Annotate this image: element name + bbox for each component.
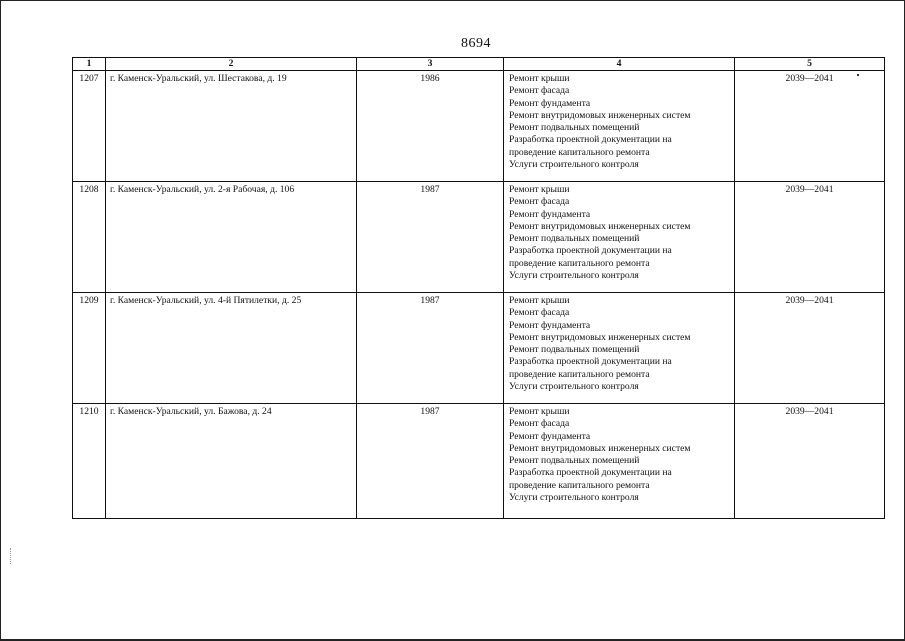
table-row (73, 293, 885, 404)
work-item: Услуги строительного контроля (509, 159, 639, 171)
row-works (504, 404, 735, 519)
row-period: 2039—2041 (735, 404, 885, 519)
register-table (72, 57, 885, 519)
work-item: Разработка проектной документации на (509, 467, 672, 479)
work-item: Ремонт подвальных помещений (509, 344, 640, 356)
work-item: Ремонт крыши (509, 73, 570, 84)
work-item: проведение капитального ремонта (509, 368, 650, 380)
row-number: 1208 (73, 182, 106, 293)
work-item: Ремонт подвальных помещений (509, 455, 640, 467)
row-works (504, 71, 735, 182)
work-item: Ремонт фасада (509, 307, 570, 319)
work-item: Услуги строительного контроля (509, 270, 639, 282)
work-item: Разработка проектной документации на (509, 356, 672, 368)
work-item: Ремонт крыши (509, 184, 570, 195)
work-item: Услуги строительного контроля (509, 381, 639, 393)
table-row (73, 404, 885, 519)
work-item: Разработка проектной документации на (509, 245, 672, 257)
work-item: Ремонт внутридомовых инженерных систем (509, 109, 691, 121)
row-period: 2039—2041 (735, 293, 885, 404)
column-header-5: 5 (735, 58, 885, 71)
work-item: Ремонт внутридомовых инженерных систем (509, 331, 691, 343)
work-item: Ремонт фундамента (509, 319, 591, 331)
work-item: Ремонт фасада (509, 196, 570, 208)
row-works (504, 293, 735, 404)
work-item: Ремонт внутридомовых инженерных систем (509, 220, 691, 232)
row-year: 1987 (357, 404, 504, 519)
row-address: г. Каменск-Уральский, ул. 2-я Рабочая, д. 106 (106, 182, 357, 293)
scan-speck (857, 74, 859, 76)
scan-margin-dots (10, 548, 12, 564)
row-address: г. Каменск-Уральский, ул. Бажова, д. 24 (106, 404, 357, 519)
row-address: г. Каменск-Уральский, ул. Шестакова, д. 19 (106, 71, 357, 182)
page-number: 8694 (461, 36, 491, 51)
work-item: Ремонт фасада (509, 85, 570, 97)
row-period: 2039—2041 (735, 71, 885, 182)
table-row (73, 182, 885, 293)
work-item: Ремонт фундамента (509, 430, 591, 442)
table-row (73, 71, 885, 182)
work-item: проведение капитального ремонта (509, 257, 650, 269)
column-header-3: 3 (357, 58, 504, 71)
work-item: Ремонт крыши (509, 406, 570, 417)
row-year: 1986 (357, 71, 504, 182)
column-header-4: 4 (504, 58, 735, 71)
row-number: 1209 (73, 293, 106, 404)
work-item: Ремонт внутридомовых инженерных систем (509, 442, 691, 454)
work-item: Ремонт фундамента (509, 208, 591, 220)
row-period: 2039—2041 (735, 182, 885, 293)
work-item: Ремонт подвальных помещений (509, 233, 640, 245)
row-works (504, 182, 735, 293)
column-header-1: 1 (73, 58, 106, 71)
row-number: 1210 (73, 404, 106, 519)
work-item: Услуги строительного контроля (509, 492, 639, 504)
row-year: 1987 (357, 293, 504, 404)
column-header-2: 2 (106, 58, 357, 71)
work-item: Ремонт фундамента (509, 97, 591, 109)
work-item: Ремонт подвальных помещений (509, 122, 640, 134)
row-number: 1207 (73, 71, 106, 182)
work-item: проведение капитального ремонта (509, 479, 650, 491)
table-header-row (73, 58, 885, 71)
row-address: г. Каменск-Уральский, ул. 4-й Пятилетки, д. 25 (106, 293, 357, 404)
work-item: Ремонт фасада (509, 418, 570, 430)
work-item: Ремонт крыши (509, 295, 570, 306)
work-item: проведение капитального ремонта (509, 146, 650, 158)
row-year: 1987 (357, 182, 504, 293)
work-item: Разработка проектной документации на (509, 134, 672, 146)
